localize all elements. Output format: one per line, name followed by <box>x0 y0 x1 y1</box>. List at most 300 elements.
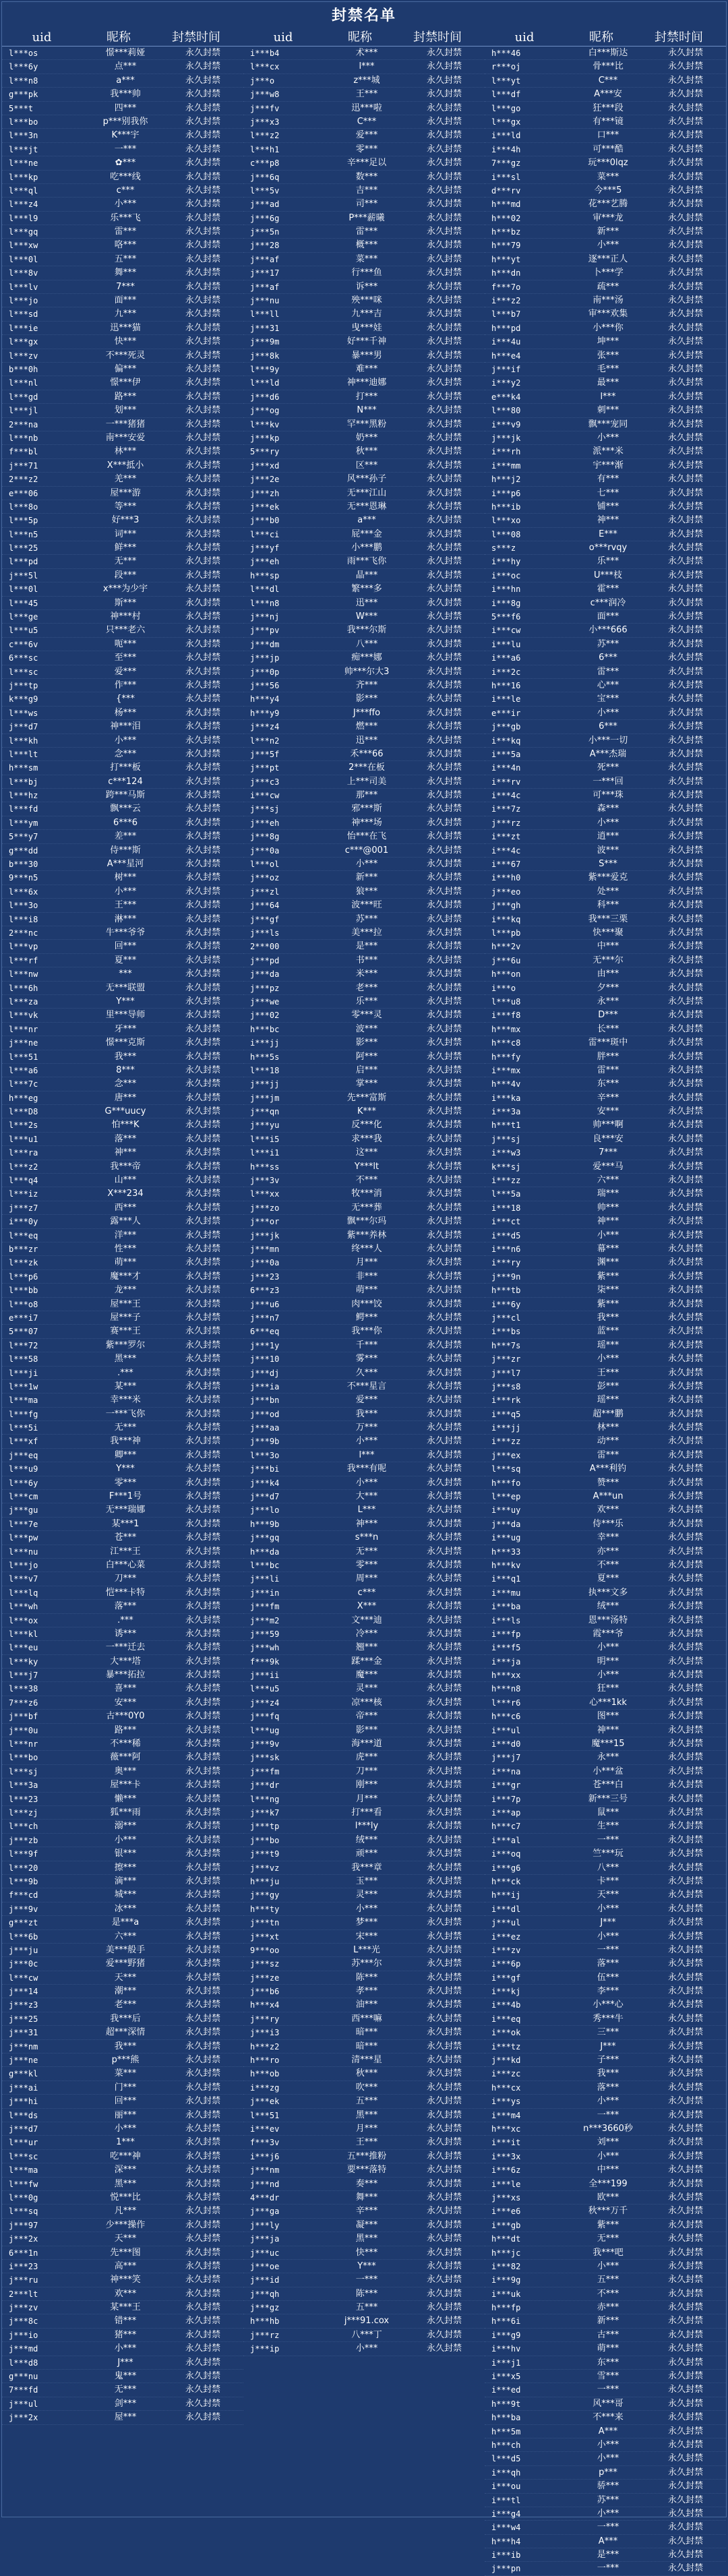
nickname-cell: 至*** <box>114 653 137 663</box>
uid-cell: i***d0 <box>491 1739 521 1749</box>
nickname-cell: 月*** <box>355 1257 378 1268</box>
table-row <box>243 487 485 500</box>
table-row <box>2 2219 243 2232</box>
table-row <box>485 2342 726 2356</box>
table-row <box>243 2232 485 2246</box>
ban-duration-cell: 永久封禁 <box>185 89 220 100</box>
uid-cell: i***ou <box>491 2482 521 2492</box>
table-row <box>243 1256 485 1269</box>
nickname-cell: L***光 <box>353 1944 380 1955</box>
ban-duration-cell: 永久封禁 <box>667 2178 703 2189</box>
ban-duration-cell: 永久封禁 <box>426 1408 462 1419</box>
table-row <box>2 982 243 995</box>
ban-duration-cell: 永久封禁 <box>667 1683 703 1694</box>
table-row <box>485 1778 726 1792</box>
table-row <box>2 88 243 101</box>
uid-cell: e***i7 <box>9 1313 38 1323</box>
uid-cell: e***k4 <box>491 392 521 402</box>
uid-cell: j***cl <box>491 1313 521 1323</box>
table-row <box>485 2397 726 2411</box>
table-row <box>2 129 243 142</box>
uid-cell: g***zt <box>9 1918 38 1928</box>
nickname-cell: 小*** <box>597 1670 619 1681</box>
uid-cell: j***ai <box>9 2083 38 2093</box>
ban-duration-cell: 永久封禁 <box>426 1518 462 1529</box>
ban-duration-cell: 永久封禁 <box>667 144 703 154</box>
uid-cell: j***ru <box>9 2275 38 2285</box>
table-row <box>2 2411 243 2424</box>
ban-duration-cell: 永久封禁 <box>185 2041 220 2051</box>
uid-cell: l***kv <box>250 419 280 429</box>
nickname-cell: 蹂***金 <box>351 1656 382 1667</box>
table-row <box>485 1806 726 1820</box>
ban-duration-cell: 永久封禁 <box>426 350 462 361</box>
ban-duration-cell: 永久封禁 <box>426 1532 462 1543</box>
uid-cell: j***ga <box>250 2207 280 2217</box>
ban-duration-cell: 永久封禁 <box>667 845 703 856</box>
nickname-cell: 先***富斯 <box>346 1092 387 1103</box>
uid-cell: c***6v <box>9 639 38 649</box>
ban-duration-cell: 永久封禁 <box>185 1326 220 1337</box>
table-row <box>2 2273 243 2287</box>
table-row <box>485 624 726 637</box>
ban-duration-cell: 永久封禁 <box>667 2453 703 2464</box>
nickname-cell: 繁***多 <box>351 584 382 595</box>
uid-cell: j***ly <box>250 2220 280 2230</box>
ban-duration-cell: 永久封禁 <box>185 969 220 980</box>
ban-duration-cell: 永久封禁 <box>185 1298 220 1309</box>
uid-cell: h***h4 <box>491 2536 521 2546</box>
table-row <box>243 1421 485 1435</box>
ban-duration-cell: 永久封禁 <box>185 487 220 498</box>
uid-cell: l***os <box>9 49 38 58</box>
nickname-cell: 坤*** <box>597 336 619 347</box>
table-row <box>243 1916 485 1929</box>
uid-cell: h***ba <box>491 2413 521 2423</box>
ban-duration-cell: 永久封禁 <box>667 1559 703 1570</box>
ban-duration-cell: 永久封禁 <box>185 1958 220 1969</box>
ban-duration-cell: 永久封禁 <box>426 1931 462 1942</box>
table-row <box>2 2370 243 2383</box>
nickname-cell: P***薪曦 <box>348 212 385 223</box>
nickname-cell: 米*** <box>355 969 378 980</box>
nickname-cell: A*** <box>598 2536 618 2546</box>
table-row <box>243 913 485 926</box>
ban-duration-cell: 永久封禁 <box>667 1038 703 1048</box>
table-row <box>2 913 243 926</box>
ban-duration-cell: 永久封禁 <box>426 185 462 196</box>
nickname-cell: 油*** <box>355 2000 378 2010</box>
uid-cell: h***yt <box>491 254 521 264</box>
uid-cell: j***2x <box>9 2234 38 2244</box>
ban-duration-cell: 永久封禁 <box>667 1340 703 1350</box>
nickname-cell: 花***艺腾 <box>588 199 628 210</box>
nickname-cell: 路*** <box>114 391 137 402</box>
uid-cell: j***ip <box>250 2344 280 2354</box>
table-row <box>485 1627 726 1641</box>
ban-duration-cell: 永久封禁 <box>426 2260 462 2271</box>
nickname-cell: 上***司美 <box>346 776 387 787</box>
uid-cell: l***ld <box>250 378 280 388</box>
uid-cell: 9***oo <box>250 1945 280 1955</box>
nickname-cell: 潮*** <box>114 1986 137 1997</box>
table-row <box>243 734 485 748</box>
table-row <box>485 789 726 802</box>
ban-duration-cell: 永久封禁 <box>426 1505 462 1516</box>
uid-cell: l***7e <box>9 1519 38 1529</box>
ban-duration-cell: 永久封禁 <box>667 1298 703 1309</box>
nickname-cell: 山*** <box>114 1175 137 1186</box>
ban-duration-cell: 永久封禁 <box>185 2398 220 2409</box>
nickname-cell: 霍*** <box>597 584 619 595</box>
table-row <box>485 1903 726 1916</box>
nickname-cell: 紫*** <box>597 2219 619 2230</box>
table-row <box>485 2480 726 2493</box>
nickname-cell: 小*** <box>114 2343 137 2354</box>
table-row <box>2 2287 243 2301</box>
ban-duration-cell: 永久封禁 <box>667 501 703 512</box>
uid-cell: j***ne <box>9 2056 38 2066</box>
nickname-cell: 启*** <box>355 1065 378 1075</box>
table-row <box>243 322 485 335</box>
uid-cell: h***cx <box>491 2083 521 2093</box>
table-row <box>243 871 485 885</box>
ban-duration-cell: 永久封禁 <box>667 515 703 526</box>
nickname-cell: 喜*** <box>114 1683 137 1694</box>
table-row <box>485 2067 726 2080</box>
table-row <box>485 500 726 514</box>
ban-duration-cell: 永久封禁 <box>426 460 462 471</box>
ban-duration-cell: 永久封禁 <box>185 2178 220 2189</box>
uid-cell: i***g9 <box>491 2330 521 2340</box>
ban-duration-cell: 永久封禁 <box>667 1449 703 1460</box>
table-row <box>243 541 485 555</box>
table-row <box>243 404 485 417</box>
uid-cell: j***zl <box>250 887 280 897</box>
table-row <box>2 1710 243 1723</box>
ban-duration-cell: 永久封禁 <box>426 309 462 320</box>
nickname-cell: S*** <box>599 859 617 870</box>
table-row <box>243 802 485 816</box>
ban-duration-cell: 永久封禁 <box>185 1601 220 1612</box>
ban-duration-cell: 永久封禁 <box>185 735 220 746</box>
table-row <box>243 2246 485 2260</box>
ban-duration-cell: 永久封禁 <box>667 611 703 622</box>
ban-duration-cell: 永久封禁 <box>426 2082 462 2093</box>
uid-cell: j***ul <box>491 1918 521 1928</box>
ban-duration-cell: 永久封禁 <box>667 1766 703 1776</box>
ban-duration-cell: 永久封禁 <box>667 185 703 196</box>
nickname-cell: 词*** <box>114 529 137 539</box>
uid-cell: j***rz <box>491 818 521 828</box>
nickname-cell: 疏*** <box>597 281 619 292</box>
ban-duration-cell: 永久封禁 <box>426 2109 462 2120</box>
ban-duration-cell: 永久封禁 <box>667 171 703 182</box>
ban-duration-cell: 永久封禁 <box>426 2055 462 2066</box>
uid-cell: i***4u <box>491 337 521 347</box>
ban-duration-cell: 永久封禁 <box>426 336 462 347</box>
table-row <box>485 376 726 390</box>
nickname-cell: j***91.cox <box>344 2316 390 2327</box>
nickname-cell: 行***鱼 <box>351 268 382 278</box>
table-row <box>2 1682 243 1696</box>
ban-duration-cell: 永久封禁 <box>185 955 220 965</box>
table-row <box>2 1957 243 1971</box>
ban-duration-cell: 永久封禁 <box>185 158 220 169</box>
table-row <box>243 115 485 129</box>
table-row <box>243 1559 485 1572</box>
ban-duration-cell: 永久封禁 <box>185 2234 220 2244</box>
ban-duration-cell: 永久封禁 <box>185 1092 220 1103</box>
uid-cell: h***dt <box>491 2234 521 2244</box>
table-row <box>485 1834 726 1847</box>
nickname-cell: Y*** <box>357 2260 376 2271</box>
uid-cell: h***02 <box>491 213 521 223</box>
ban-duration-cell: 永久封禁 <box>185 268 220 278</box>
nickname-cell: 落*** <box>597 1958 619 1969</box>
ban-duration-cell: 永久封禁 <box>426 941 462 952</box>
ban-duration-cell: 永久封禁 <box>426 419 462 429</box>
table-row <box>485 569 726 582</box>
uid-cell: j***af <box>250 282 280 292</box>
uid-cell: i***6z <box>491 2165 521 2176</box>
table-row <box>2 198 243 211</box>
table-row <box>485 775 726 789</box>
uid-cell: l***bo <box>9 1753 38 1763</box>
nickname-cell: 周*** <box>355 1574 378 1584</box>
uid-cell: 2***nc <box>9 928 38 938</box>
uid-cell: h***5s <box>250 1052 280 1062</box>
uid-cell: i***mu <box>491 1588 521 1598</box>
uid-cell: h***xx <box>491 1671 521 1681</box>
nickname-cell: 2***在板 <box>348 762 385 773</box>
nickname-cell: 无***联盟 <box>105 982 146 993</box>
nickname-cell: 瑞*** <box>597 1189 619 1199</box>
uid-cell: i***ja <box>491 1656 521 1667</box>
nickname-cell: 我***三栗 <box>588 913 628 924</box>
table-row <box>2 2314 243 2328</box>
table-row <box>243 129 485 142</box>
table-row <box>485 1737 726 1751</box>
table-row <box>2 74 243 88</box>
ban-duration-cell: 永久封禁 <box>185 1023 220 1034</box>
uid-cell: l***2s <box>9 1120 38 1131</box>
uid-cell: i***gf <box>491 1973 521 1983</box>
uid-cell: j***oe <box>250 2261 280 2271</box>
ban-duration-cell: 永久封禁 <box>426 1793 462 1804</box>
uid-cell: 6***eq <box>250 1327 280 1337</box>
nickname-cell: 波*** <box>597 845 619 856</box>
table-row <box>2 459 243 473</box>
table-row <box>2 1284 243 1297</box>
nickname-cell: 翘*** <box>355 1642 378 1653</box>
nickname-cell: 我***你 <box>351 1326 382 1337</box>
uid-cell: i***qh <box>491 2467 521 2478</box>
ban-duration-cell: 永久封禁 <box>426 1147 462 1158</box>
ban-duration-cell: 永久封禁 <box>185 1422 220 1433</box>
uid-cell: l***zv <box>9 351 38 361</box>
nickname-cell: 夏*** <box>114 955 137 965</box>
uid-cell: l***hz <box>9 791 38 801</box>
table-row <box>2 789 243 802</box>
table-row <box>2 47 243 60</box>
ban-duration-cell: 永久封禁 <box>185 1972 220 1983</box>
table-row <box>2 1655 243 1669</box>
uid-cell: l***18 <box>250 1065 280 1075</box>
ban-duration-cell: 永久封禁 <box>667 2068 703 2079</box>
ban-duration-cell: 永久封禁 <box>185 1656 220 1667</box>
uid-cell: 6***z3 <box>250 1286 280 1296</box>
nickname-cell: p*** <box>599 2467 617 2478</box>
uid-cell: j***ii <box>250 1671 280 1681</box>
uid-cell: l***38 <box>9 1684 38 1694</box>
uid-cell: h***hb <box>250 2316 280 2327</box>
uid-cell: i***a6 <box>491 653 521 663</box>
table-row <box>485 198 726 211</box>
nickname-cell: 亦*** <box>597 1546 619 1557</box>
uid-cell: l***1w <box>9 1381 38 1391</box>
ban-duration-cell: 永久封禁 <box>667 1477 703 1488</box>
uid-cell: i***fp <box>491 1629 521 1639</box>
nickname-cell: 飘***尔玛 <box>346 1216 387 1227</box>
nickname-cell: 六*** <box>597 1175 619 1186</box>
table-row <box>2 1847 243 1861</box>
table-row <box>2 1834 243 1847</box>
ban-duration-cell: 永久封禁 <box>185 1559 220 1570</box>
table-row <box>485 2562 726 2575</box>
table-row <box>2 390 243 404</box>
ban-duration-cell: 永久封禁 <box>185 2302 220 2313</box>
ban-duration-cell: 永久封禁 <box>426 1079 462 1089</box>
table-row <box>243 1476 485 1490</box>
uid-cell: h***ij <box>491 1890 521 1900</box>
nickname-cell: 剑*** <box>114 2398 137 2409</box>
uid-cell: h***mx <box>491 1024 521 1034</box>
ban-duration-cell: 永久封禁 <box>426 859 462 870</box>
nickname-cell: 口*** <box>597 130 619 141</box>
uid-cell: l***ji <box>9 1368 38 1378</box>
nickname-cell: 某***王 <box>110 2302 141 2313</box>
uid-cell: j***c3 <box>250 777 280 787</box>
ban-duration-cell: 永久封禁 <box>667 886 703 897</box>
uid-cell: l***D8 <box>9 1107 38 1117</box>
ban-duration-cell: 永久封禁 <box>185 1711 220 1722</box>
uid-cell: l***3a <box>9 1780 38 1791</box>
table-row <box>243 1174 485 1187</box>
ban-duration-cell: 永久封禁 <box>185 1133 220 1144</box>
ban-duration-cell: 永久封禁 <box>185 1615 220 1625</box>
nickname-cell: 神*** <box>597 1725 619 1735</box>
nickname-cell: 林*** <box>114 446 137 457</box>
uid-cell: l***sd <box>9 309 38 320</box>
table-row <box>243 775 485 789</box>
nickname-cell: 风***孙子 <box>346 474 387 485</box>
uid-cell: j***od <box>250 1409 280 1419</box>
nickname-cell: 孝*** <box>355 1986 378 1997</box>
table-row <box>243 335 485 349</box>
table-row <box>485 47 726 60</box>
table-row <box>243 1133 485 1146</box>
ban-duration-cell: 永久封禁 <box>426 1120 462 1131</box>
uid-cell: j***6g <box>250 213 280 223</box>
ban-duration-cell: 永久封禁 <box>667 1752 703 1763</box>
ban-duration-cell: 永久封禁 <box>426 886 462 897</box>
uid-cell: h***c7 <box>491 1822 521 1832</box>
table-row <box>485 1435 726 1448</box>
ban-duration-cell: 永久封禁 <box>667 1133 703 1144</box>
uid-cell: l***6b <box>9 1931 38 1942</box>
ban-duration-cell: 永久封禁 <box>667 625 703 636</box>
ban-duration-cell: 永久封禁 <box>426 2192 462 2203</box>
ban-duration-cell: 永久封禁 <box>185 1821 220 1832</box>
uid-cell: j***qh <box>250 2289 280 2299</box>
nickname-cell: 某*** <box>114 1381 137 1391</box>
ban-duration-cell: 永久封禁 <box>185 446 220 457</box>
nickname-cell: 侍***斯 <box>110 845 141 856</box>
ban-table-column <box>485 29 726 2576</box>
table-row <box>2 679 243 692</box>
ban-duration-cell: 永久封禁 <box>426 2288 462 2299</box>
nickname-cell: 要***落特 <box>346 2165 387 2176</box>
nickname-cell: 是*** <box>597 2550 619 2560</box>
table-row <box>2 1118 243 1132</box>
table-row <box>2 1888 243 1902</box>
uid-cell: j***we <box>250 996 280 1007</box>
uid-cell: l***72 <box>9 1340 38 1350</box>
uid-cell: j***9v <box>250 1739 280 1749</box>
uid-cell: l***b7 <box>491 309 521 320</box>
table-header-row <box>2 29 243 47</box>
uid-cell: j***uc <box>250 2248 280 2258</box>
table-row <box>243 390 485 404</box>
table-row <box>2 307 243 321</box>
ban-duration-cell: 永久封禁 <box>185 75 220 86</box>
table-row <box>485 2548 726 2562</box>
ban-duration-cell: 永久封禁 <box>667 2109 703 2120</box>
nickname-cell: 神*** <box>355 1518 378 1529</box>
uid-cell: l***jo <box>9 1560 38 1570</box>
table-row <box>2 1023 243 1036</box>
ban-duration-cell: 永久封禁 <box>667 2302 703 2313</box>
ban-duration-cell: 永久封禁 <box>185 776 220 787</box>
uid-cell: j***gq <box>250 1533 280 1543</box>
nickname-cell: 鳄*** <box>355 1312 378 1323</box>
uid-cell: i***23 <box>9 2261 38 2271</box>
table-row <box>485 858 726 871</box>
uid-cell: i***uk <box>491 2289 521 2299</box>
table-row <box>243 1765 485 1778</box>
ban-duration-cell: 永久封禁 <box>667 2123 703 2134</box>
uid-cell: l***ra <box>9 1148 38 1158</box>
table-row <box>2 2012 243 2026</box>
ban-duration-cell: 永久封禁 <box>667 102 703 113</box>
ban-duration-cell: 永久封禁 <box>667 2563 703 2574</box>
table-row <box>2 2356 243 2370</box>
uid-cell: 5***ry <box>250 447 280 457</box>
uid-cell: l***lv <box>9 282 38 292</box>
ban-duration-cell: 永久封禁 <box>667 1849 703 1859</box>
table-row <box>485 541 726 555</box>
table-row <box>485 610 726 624</box>
uid-cell: j***z7 <box>9 1203 38 1213</box>
table-row <box>2 1737 243 1751</box>
uid-cell: j***i3 <box>250 2028 280 2038</box>
uid-cell: l***r6 <box>491 1698 521 1708</box>
table-row <box>2 926 243 940</box>
uid-cell: i***ul <box>491 1725 521 1735</box>
nickname-cell: 秋***万千 <box>588 2206 628 2217</box>
uid-cell: j***bn <box>250 1396 280 1406</box>
